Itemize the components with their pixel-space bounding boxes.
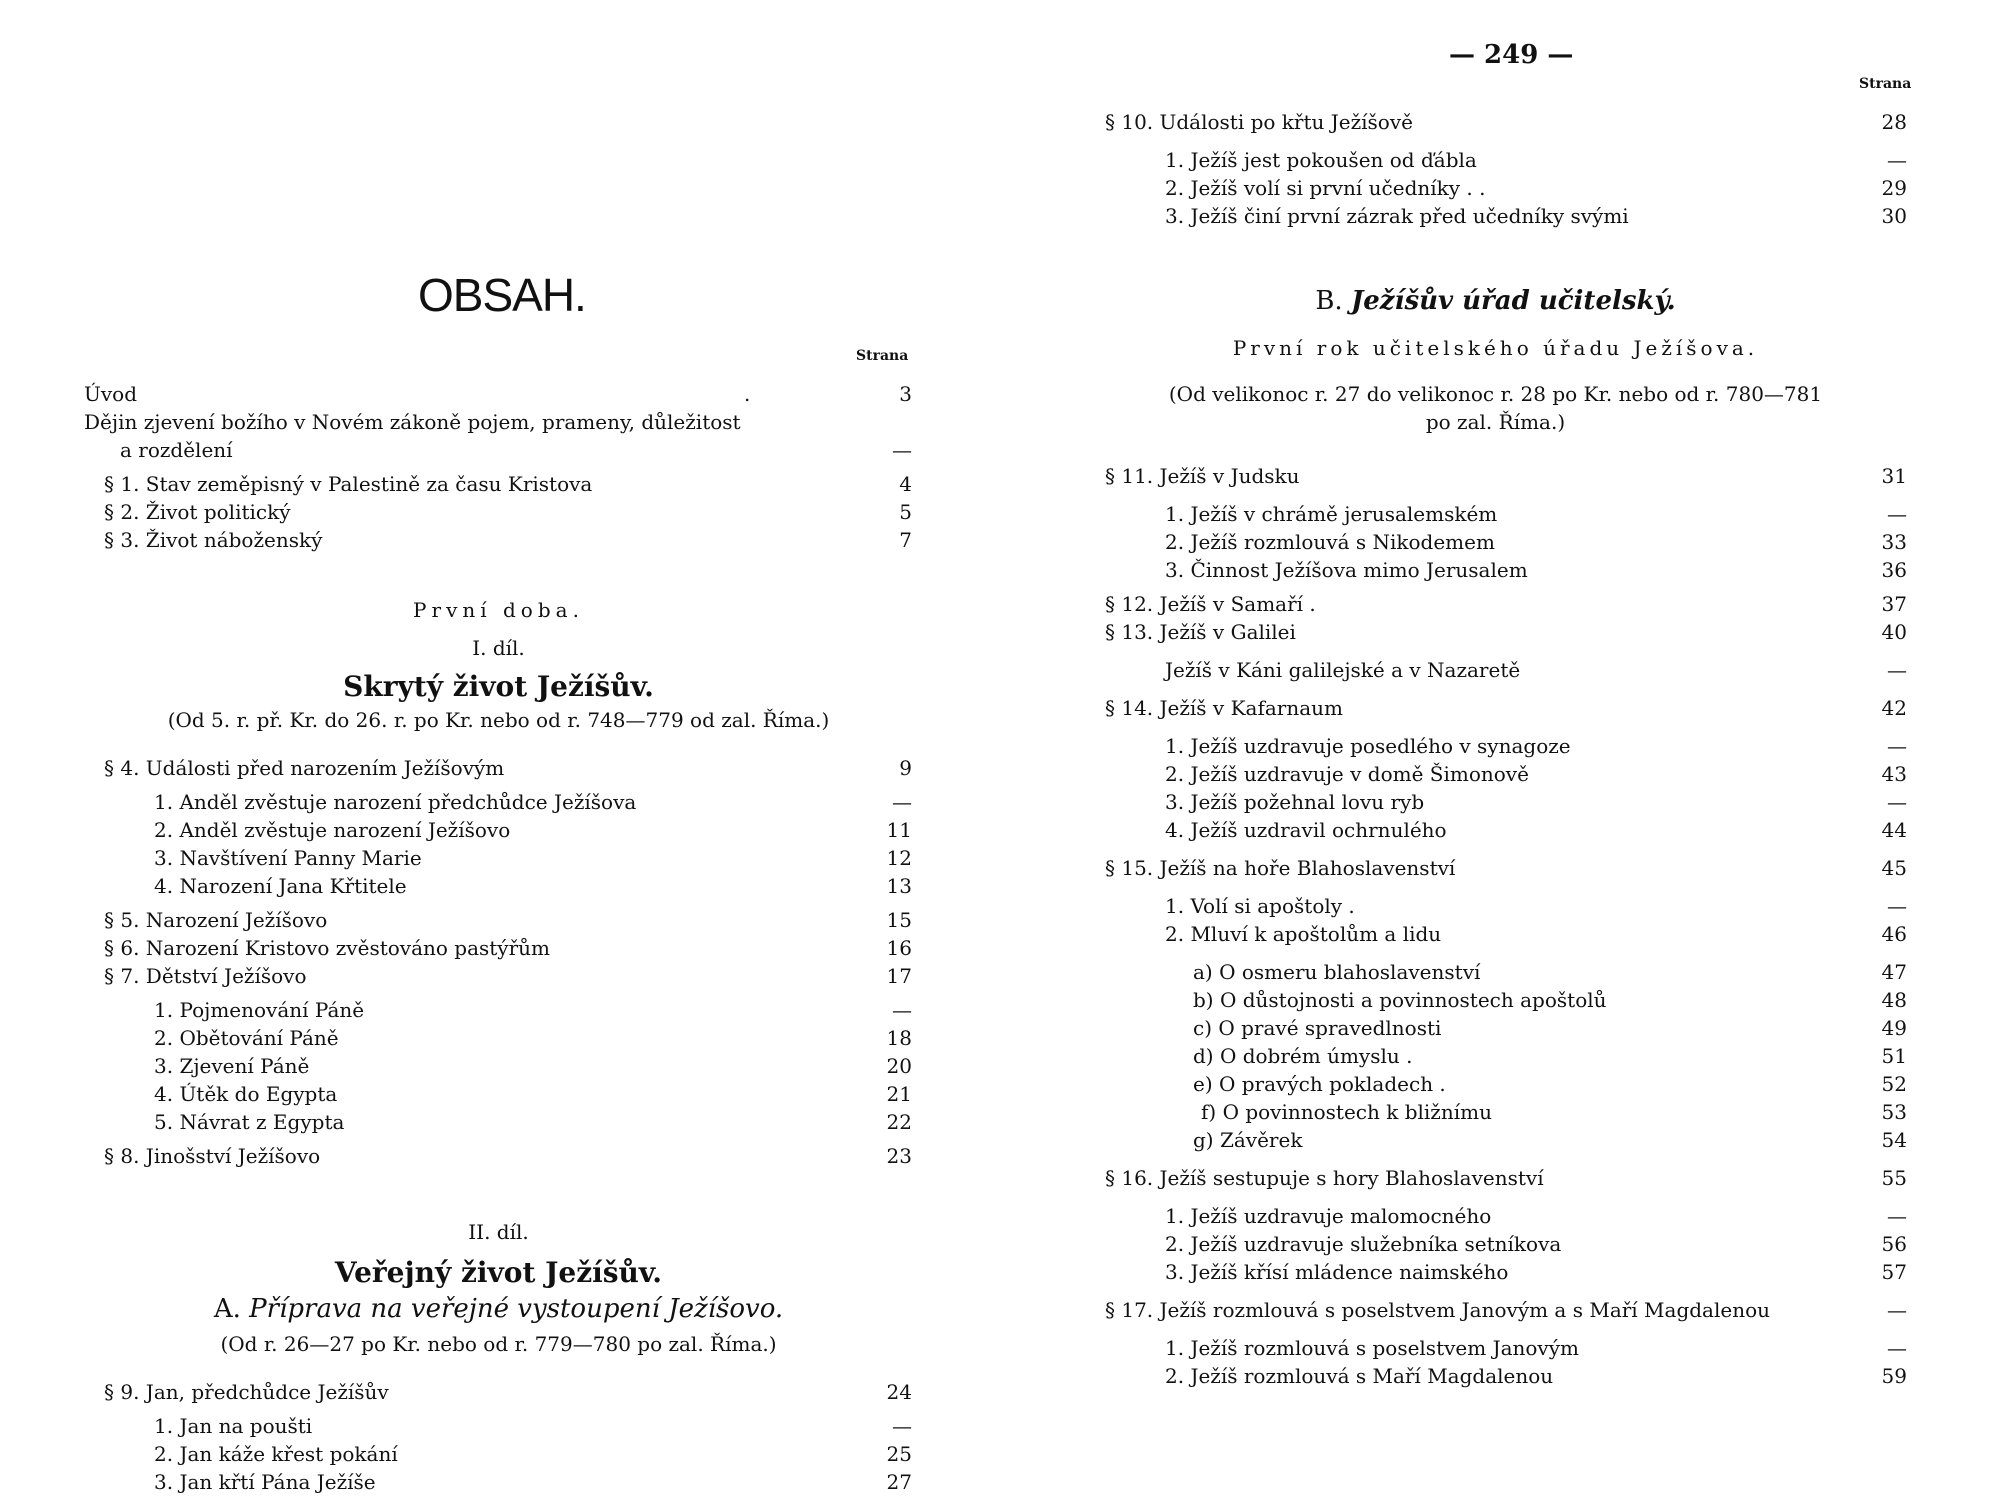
entry-page-number: 15 xyxy=(886,908,912,932)
part-heading: I. díl. xyxy=(472,636,525,660)
page-number: — 249 — xyxy=(1449,40,1574,70)
entry-title: 3. Ježíš požehnal lovu ryb xyxy=(1165,790,1425,814)
toc-entry xyxy=(1105,1296,1907,1324)
toc-entry xyxy=(1105,854,1907,882)
toc-entry xyxy=(1165,760,1907,788)
entry-page-number: 30 xyxy=(1881,204,1907,228)
entry-page-number: — xyxy=(1887,790,1907,814)
page-column-header: Strana xyxy=(856,348,909,364)
entry-title: § 6. Narození Kristovo zvěstováno pastýřům xyxy=(104,936,551,960)
entry-title: § 9. Jan, předchůdce Ježíšův xyxy=(104,1380,389,1404)
entry-title: a rozdělení xyxy=(120,438,233,462)
entry-title: 2. Mluví k apoštolům a lidu xyxy=(1165,922,1442,946)
entry-title: 4. Útěk do Egypta xyxy=(154,1082,338,1106)
toc-entry xyxy=(1165,892,1907,920)
toc-entry xyxy=(1193,1070,1907,1098)
entry-page-number: 48 xyxy=(1881,988,1907,1012)
entry-title: f) O povinnostech k bližnímu xyxy=(1201,1100,1492,1124)
toc-entry xyxy=(1165,1258,1907,1286)
entry-title: 3. Ježíš křísí mládence naimského xyxy=(1165,1260,1509,1284)
entry-page-number: 17 xyxy=(886,964,912,988)
entry-page-number: 49 xyxy=(1881,1016,1907,1040)
entry-title: Ježíš v Káni galilejské a v Nazaretě xyxy=(1165,658,1521,682)
entry-title: 1. Jan na poušti xyxy=(154,1414,313,1438)
entry-title: 1. Volí si apoštoly . xyxy=(1165,894,1355,918)
entry-title: 5. Návrat z Egypta xyxy=(154,1110,345,1134)
entry-page-number: — xyxy=(892,438,912,462)
entry-page-number: 25 xyxy=(886,1442,912,1466)
entry-page-number: 31 xyxy=(1881,464,1907,488)
section-dates: (Od 5. r. př. Kr. do 26. r. po Kr. nebo od r. 748—779 od zal. Říma.) xyxy=(167,708,830,732)
entry-title: 2. Obětování Páně xyxy=(154,1026,339,1050)
entry-page-number: 36 xyxy=(1881,558,1907,582)
section-title: Ježíšův úřad učitelský. xyxy=(1350,286,1676,316)
toc-entry xyxy=(84,380,912,408)
toc-entry xyxy=(1105,1164,1907,1192)
entry-title: § 8. Jinošství Ježíšovo xyxy=(104,1144,321,1168)
toc-entry xyxy=(1193,1042,1907,1070)
entry-title: d) O dobrém úmyslu . xyxy=(1193,1044,1413,1068)
toc-entry xyxy=(1165,816,1907,844)
entry-title: b) O důstojnosti a povinnostech apoštolů xyxy=(1193,988,1607,1012)
entry-title: § 13. Ježíš v Galilei xyxy=(1105,620,1296,644)
entry-title: § 11. Ježíš v Judsku xyxy=(1105,464,1300,488)
entry-page-number: 24 xyxy=(886,1380,912,1404)
toc-entry xyxy=(1165,1230,1907,1258)
era-heading: První doba. xyxy=(413,598,584,622)
toc-entry xyxy=(104,962,912,990)
entry-title: § 17. Ježíš rozmlouvá s poselstvem Janovým a s Maří Magdalenou xyxy=(1105,1298,1771,1322)
entry-title: 1. Ježíš uzdravuje malomocného xyxy=(1165,1204,1492,1228)
entry-title: 3. Činnost Ježíšova mimo Jerusalem xyxy=(1165,558,1528,582)
toc-entry xyxy=(1193,1014,1907,1042)
entry-page-number: 29 xyxy=(1881,176,1907,200)
entry-page-number: — xyxy=(1887,658,1907,682)
entry-title: 3. Navštívení Panny Marie xyxy=(154,846,422,870)
entry-page-number: — xyxy=(1887,734,1907,758)
entry-page-number: — xyxy=(1887,502,1907,526)
entry-page-number: — xyxy=(1887,148,1907,172)
section-dates-cont: po zal. Říma.) xyxy=(1425,410,1566,434)
toc-entry xyxy=(1193,958,1907,986)
entry-page-number: 22 xyxy=(886,1110,912,1134)
toc-entry xyxy=(104,470,912,498)
entry-title: § 1. Stav zeměpisný v Palestině za času Kristova xyxy=(104,472,593,496)
entry-title: e) O pravých pokladech . xyxy=(1193,1072,1446,1096)
year-heading: První rok učitelského úřadu Ježíšova. xyxy=(1232,336,1759,360)
entry-page-number: 57 xyxy=(1881,1260,1907,1284)
toc-entry xyxy=(1193,986,1907,1014)
entry-title: g) Závěrek xyxy=(1193,1128,1303,1152)
leader-dot: . xyxy=(744,382,751,406)
entry-page-number: 3 xyxy=(899,382,912,406)
entry-page-number: 55 xyxy=(1881,1166,1907,1190)
entry-title: § 12. Ježíš v Samaří . xyxy=(1105,592,1316,616)
subsection-title: Příprava na veřejné vystoupení Ježíšovo. xyxy=(249,1294,784,1324)
entry-page-number: 59 xyxy=(1881,1364,1907,1388)
part-heading: II. díl. xyxy=(468,1220,529,1244)
entry-page-number: 20 xyxy=(886,1054,912,1078)
entry-title: § 5. Narození Ježíšovo xyxy=(104,908,328,932)
entry-title: 4. Narození Jana Křtitele xyxy=(154,874,407,898)
entry-page-number: 51 xyxy=(1881,1044,1907,1068)
entry-title: 3. Jan křtí Pána Ježíše xyxy=(154,1470,376,1494)
entry-page-number: 44 xyxy=(1881,818,1907,842)
entry-title: 1. Ježíš rozmlouvá s poselstvem Janovým xyxy=(1165,1336,1579,1360)
toc-entry xyxy=(1165,920,1907,948)
toc-entry xyxy=(154,1108,912,1136)
toc-entry xyxy=(154,1440,912,1468)
entry-title: 2. Ježíš rozmlouvá s Nikodemem xyxy=(1165,530,1495,554)
toc-entry xyxy=(1165,788,1907,816)
toc-entry xyxy=(154,1052,912,1080)
toc-entry xyxy=(1105,694,1907,722)
toc-entry xyxy=(154,816,912,844)
toc-entry xyxy=(1165,500,1907,528)
entry-page-number: 56 xyxy=(1881,1232,1907,1256)
toc-entry xyxy=(104,934,912,962)
entry-page-number: 37 xyxy=(1881,592,1907,616)
entry-title: 1. Ježíš uzdravuje posedlého v synagoze xyxy=(1165,734,1571,758)
entry-page-number: 33 xyxy=(1881,530,1907,554)
entry-page-number: 9 xyxy=(899,756,912,780)
entry-title: 2. Anděl zvěstuje narození Ježíšovo xyxy=(154,818,511,842)
entry-title: Úvod xyxy=(84,382,137,406)
section-heading: Veřejný život Ježíšův. xyxy=(334,1256,663,1289)
toc-entry xyxy=(1193,1126,1907,1154)
entry-title: 2. Ježíš rozmlouvá s Maří Magdalenou xyxy=(1165,1364,1554,1388)
entry-page-number: 42 xyxy=(1881,696,1907,720)
entry-page-number: 18 xyxy=(886,1026,912,1050)
entry-page-number: 54 xyxy=(1881,1128,1907,1152)
entry-title: c) O pravé spravedlnosti xyxy=(1193,1016,1442,1040)
toc-entry xyxy=(1165,1334,1907,1362)
toc-entry xyxy=(1165,146,1907,174)
entry-title: § 10. Události po křtu Ježíšově xyxy=(1105,110,1413,134)
toc-entry xyxy=(154,844,912,872)
entry-page-number: 5 xyxy=(899,500,912,524)
toc-entry xyxy=(1165,556,1907,584)
entry-page-number: 45 xyxy=(1881,856,1907,880)
entry-title: 3. Zjevení Páně xyxy=(154,1054,310,1078)
entry-title: 3. Ježíš činí první zázrak před učedníky svými xyxy=(1165,204,1629,228)
entry-page-number: 40 xyxy=(1881,620,1907,644)
toc-entry xyxy=(1105,108,1907,136)
entry-page-number: — xyxy=(1887,1336,1907,1360)
entry-page-number: 47 xyxy=(1881,960,1907,984)
entry-title: 2. Ježíš volí si první učedníky . . xyxy=(1165,176,1486,200)
toc-entry xyxy=(154,1412,912,1440)
toc-entry xyxy=(104,906,912,934)
entry-title: 2. Ježíš uzdravuje služebníka setníkova xyxy=(1165,1232,1562,1256)
entry-title: § 15. Ježíš na hoře Blahoslavenství xyxy=(1105,856,1456,880)
entry-page-number: 4 xyxy=(899,472,912,496)
section-heading: Skrytý život Ježíšův. xyxy=(343,670,654,703)
entry-page-number: — xyxy=(892,998,912,1022)
entry-title: Dějin zjevení božího v Novém zákoně pojem, prameny, důležitost xyxy=(84,410,741,434)
toc-entry xyxy=(154,1024,912,1052)
toc-entry xyxy=(104,1142,912,1170)
entry-page-number: 11 xyxy=(886,818,912,842)
toc-entry xyxy=(104,526,912,554)
page-column-header: Strana xyxy=(1859,76,1912,92)
entry-page-number: 21 xyxy=(886,1082,912,1106)
toc-entry xyxy=(1105,618,1907,646)
toc-entry xyxy=(1165,656,1907,684)
toc-entry xyxy=(1165,528,1907,556)
entry-page-number: 23 xyxy=(886,1144,912,1168)
entry-title: 2. Jan káže křest pokání xyxy=(154,1442,398,1466)
toc-entry xyxy=(1165,1362,1907,1390)
toc-entry xyxy=(84,408,912,436)
toc-entry xyxy=(120,436,912,464)
toc-entry xyxy=(104,1378,912,1406)
entry-title: 1. Ježíš jest pokoušen od ďábla xyxy=(1165,148,1477,172)
toc-title: OBSAH. xyxy=(418,269,586,321)
toc-entry xyxy=(1105,462,1907,490)
section-prefix: B. xyxy=(1315,286,1343,316)
entry-page-number: 13 xyxy=(886,874,912,898)
entry-page-number: 43 xyxy=(1881,762,1907,786)
entry-page-number: — xyxy=(892,790,912,814)
entry-title: § 16. Ježíš sestupuje s hory Blahoslavenství xyxy=(1105,1166,1544,1190)
toc-entry xyxy=(1165,1202,1907,1230)
entry-title: § 2. Život politický xyxy=(104,500,291,524)
entry-page-number: 7 xyxy=(899,528,912,552)
entry-title: 1. Ježíš v chrámě jerusalemském xyxy=(1165,502,1498,526)
toc-entry xyxy=(104,498,912,526)
toc-entry xyxy=(1165,732,1907,760)
toc-entry xyxy=(154,872,912,900)
subsection-prefix: A. xyxy=(213,1294,241,1324)
subsection-heading xyxy=(0,1294,997,1324)
section-dates: (Od velikonoc r. 27 do velikonoc r. 28 po Kr. nebo od r. 780—781 xyxy=(1168,382,1823,406)
entry-page-number: 53 xyxy=(1881,1100,1907,1124)
entry-title: § 3. Život náboženský xyxy=(104,528,323,552)
toc-entry xyxy=(1105,590,1907,618)
toc-entry xyxy=(1165,202,1907,230)
toc-entry xyxy=(154,788,912,816)
right-page xyxy=(997,0,1994,1500)
toc-entry xyxy=(154,996,912,1024)
entry-page-number: 16 xyxy=(886,936,912,960)
entry-title: a) O osmeru blahoslavenství xyxy=(1193,960,1481,984)
toc-entry xyxy=(154,1468,912,1496)
entry-page-number: 28 xyxy=(1881,110,1907,134)
entry-page-number: — xyxy=(1887,1204,1907,1228)
entry-page-number: — xyxy=(1887,894,1907,918)
toc-entry xyxy=(104,754,912,782)
section-heading xyxy=(997,286,1994,316)
entry-title: § 14. Ježíš v Kafarnaum xyxy=(1105,696,1343,720)
entry-title: 1. Anděl zvěstuje narození předchůdce Ježíšova xyxy=(154,790,637,814)
entry-page-number: 12 xyxy=(886,846,912,870)
section-dates: (Od r. 26—27 po Kr. nebo od r. 779—780 po zal. Říma.) xyxy=(220,1332,777,1356)
toc-entry xyxy=(1165,174,1907,202)
entry-page-number: — xyxy=(892,1414,912,1438)
entry-title: 4. Ježíš uzdravil ochrnulého xyxy=(1165,818,1447,842)
entry-title: § 4. Události před narozením Ježíšovým xyxy=(104,756,505,780)
toc-entry xyxy=(1201,1098,1907,1126)
entry-title: 1. Pojmenování Páně xyxy=(154,998,365,1022)
entry-page-number: 46 xyxy=(1881,922,1907,946)
entry-title: § 7. Dětství Ježíšovo xyxy=(104,964,307,988)
entry-page-number: — xyxy=(1887,1298,1907,1322)
entry-page-number: 27 xyxy=(886,1470,912,1494)
entry-title: 2. Ježíš uzdravuje v domě Šimonově xyxy=(1165,762,1529,786)
toc-entry xyxy=(154,1080,912,1108)
entry-page-number: 52 xyxy=(1881,1072,1907,1096)
